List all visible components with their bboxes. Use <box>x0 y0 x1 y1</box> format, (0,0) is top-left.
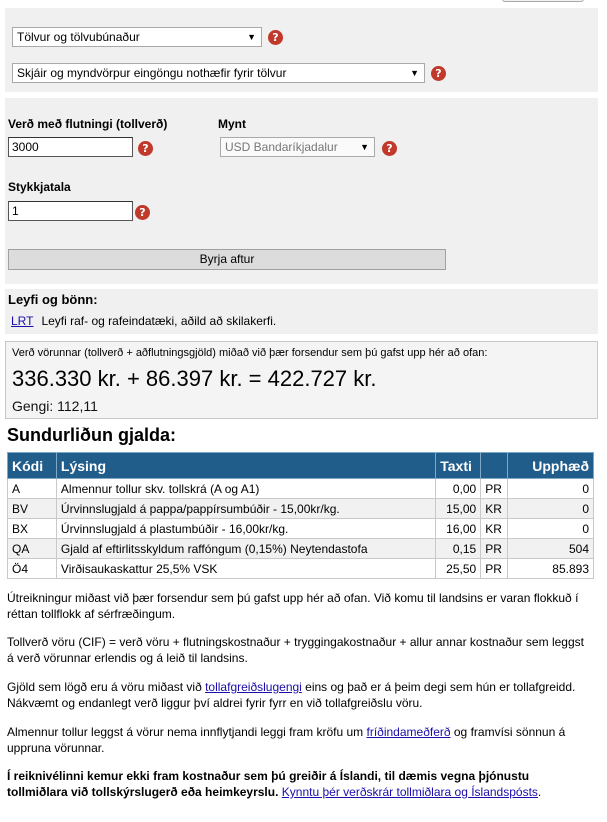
cell-code: Ö4 <box>8 559 57 579</box>
note-text: eins og það er á þeim degi sem hún er tollafgreidd. Nákvæmt og endanlegt verð liggur því aldrei fyrir fyrr en við tollafgreiðslu vöru. <box>7 680 576 710</box>
cell-amount: 0 <box>508 479 594 499</box>
category-panel <box>5 8 598 92</box>
currency-label: Mynt <box>218 117 246 131</box>
header-unit <box>481 453 508 479</box>
note-calculation-basis: Útreikningur miðast við þær forsendur sem þú gafst upp hér að ofan. Við komu til landsins er varan flokkuð í réttan tollflokk af sérfræðingum. <box>7 591 579 621</box>
chevron-down-icon: ▼ <box>247 32 256 42</box>
permit-text: Leyfi raf- og rafeindatæki, aðild að skilakerfi. <box>41 314 277 328</box>
cell-unit: PR <box>481 559 508 579</box>
table-row <box>8 479 594 499</box>
table-row <box>8 519 594 539</box>
help-icon[interactable]: ? <box>431 66 446 81</box>
cell-description: Gjald af eftirlitsskyldum raffóngum (0,15%) Neytendastofa <box>56 539 435 559</box>
currency-select[interactable] <box>220 137 375 157</box>
cell-unit: KR <box>481 519 508 539</box>
help-icon[interactable]: ? <box>268 30 283 45</box>
note-bold-text: Í reiknivélinni kemur ekki fram kostnaður sem þú greiðir á Íslandi, til dæmis vegna þjónustu tollmiðlara við tollskýrslugerð eða heimkeyrslu. <box>7 769 530 799</box>
note-text: . <box>537 785 542 799</box>
note-local-costs <box>7 768 592 800</box>
note-text: og framvísi sönnun á uppruna vörunnar. <box>7 725 566 755</box>
chevron-down-icon: ▼ <box>360 142 369 152</box>
cell-rate: 0,15 <box>436 539 481 559</box>
price-summary-formula: 336.330 kr. + 86.397 kr. = 422.727 kr. <box>12 366 377 391</box>
table-header-row <box>8 453 594 479</box>
header-description: Lýsing <box>56 453 435 479</box>
cell-description: Almennur tollur skv. tollskrá (A og A1) <box>56 479 435 499</box>
permit-code-link[interactable]: LRT <box>11 314 34 328</box>
cell-description: Úrvinnslugjald á plastumbúðir - 16,00kr/kg. <box>56 519 435 539</box>
header-code: Kódi <box>8 453 57 479</box>
top-button-edge[interactable] <box>502 0 584 2</box>
cell-code: QA <box>8 539 57 559</box>
fee-breakdown-table <box>7 452 594 579</box>
permits-heading: Leyfi og bönn: <box>8 292 98 307</box>
exchange-rate: Gengi: 112,11 <box>12 398 98 414</box>
quantity-label: Stykkjatala <box>8 180 71 194</box>
cell-code: BX <box>8 519 57 539</box>
note-text: Almennur tollur leggst á vörur nema innflytjandi leggi fram kröfu um <box>7 725 367 739</box>
table-row <box>8 559 594 579</box>
price-summary-intro: Verð vörunnar (tollverð + aðflutningsgjöld) miðað við þær forsendur sem þú gafst upp hér að ofan: <box>12 347 488 359</box>
chevron-down-icon: ▼ <box>410 68 419 78</box>
price-label: Verð með flutningi (tollverð) <box>8 117 168 131</box>
help-icon[interactable]: ? <box>138 141 153 156</box>
cell-unit: PR <box>481 539 508 559</box>
price-input[interactable]: 3000 <box>8 137 133 157</box>
cell-unit: PR <box>481 479 508 499</box>
cell-code: BV <box>8 499 57 519</box>
table-row <box>8 539 594 559</box>
permit-row <box>11 314 276 328</box>
price-input-panel <box>5 98 598 284</box>
cell-description: Virðisaukaskattur 25,5% VSK <box>56 559 435 579</box>
cell-unit: KR <box>481 499 508 519</box>
note-text: Gjöld sem lögð eru á vöru miðast við <box>7 680 206 694</box>
help-icon[interactable]: ? <box>135 205 150 220</box>
table-row <box>8 499 594 519</box>
cell-amount: 504 <box>508 539 594 559</box>
cell-rate: 15,00 <box>436 499 481 519</box>
broker-price-list-link[interactable]: Kynntu þér verðskrár tollmiðlara og Íslandspósts <box>281 785 538 799</box>
help-icon[interactable]: ? <box>382 141 397 156</box>
note-general-tariff <box>7 724 592 756</box>
price-summary-panel <box>5 341 598 419</box>
cell-amount: 0 <box>508 499 594 519</box>
note-exchange-rate <box>7 679 592 711</box>
currency-select-value: USD Bandaríkjadalur <box>225 140 338 154</box>
breakdown-title: Sundurliðun gjalda: <box>7 425 176 445</box>
note-cif-definition: Tollverð vöru (CIF) = verð vöru + flutningskostnaður + tryggingakostnaður + allur annar kostnaður sem leggst á verð vörunnar erlendis og á leið til landsins. <box>7 635 584 665</box>
cell-amount: 0 <box>508 519 594 539</box>
header-amount: Upphæð <box>508 453 594 479</box>
category-select[interactable] <box>12 27 262 47</box>
reset-button[interactable]: Byrja aftur <box>8 249 446 270</box>
cell-rate: 16,00 <box>436 519 481 539</box>
subcategory-select-value: Skjáir og myndvörpur eingöngu nothæfir fyrir tölvur <box>17 66 287 80</box>
cell-description: Úrvinnslugjald á pappa/pappírsumbúðir - 15,00kr/kg. <box>56 499 435 519</box>
customs-rate-link[interactable]: tollafgreiðslugengi <box>205 680 302 694</box>
cell-rate: 25,50 <box>436 559 481 579</box>
cell-code: A <box>8 479 57 499</box>
quantity-input[interactable]: 1 <box>8 201 133 221</box>
permits-panel <box>5 289 598 334</box>
cell-amount: 85.893 <box>508 559 594 579</box>
header-rate: Taxti <box>436 453 481 479</box>
preferential-treatment-link[interactable]: fríðindameðferð <box>366 725 451 739</box>
cell-rate: 0,00 <box>436 479 481 499</box>
subcategory-select[interactable] <box>12 63 425 83</box>
category-select-value: Tölvur og tölvubúnaður <box>17 30 140 44</box>
